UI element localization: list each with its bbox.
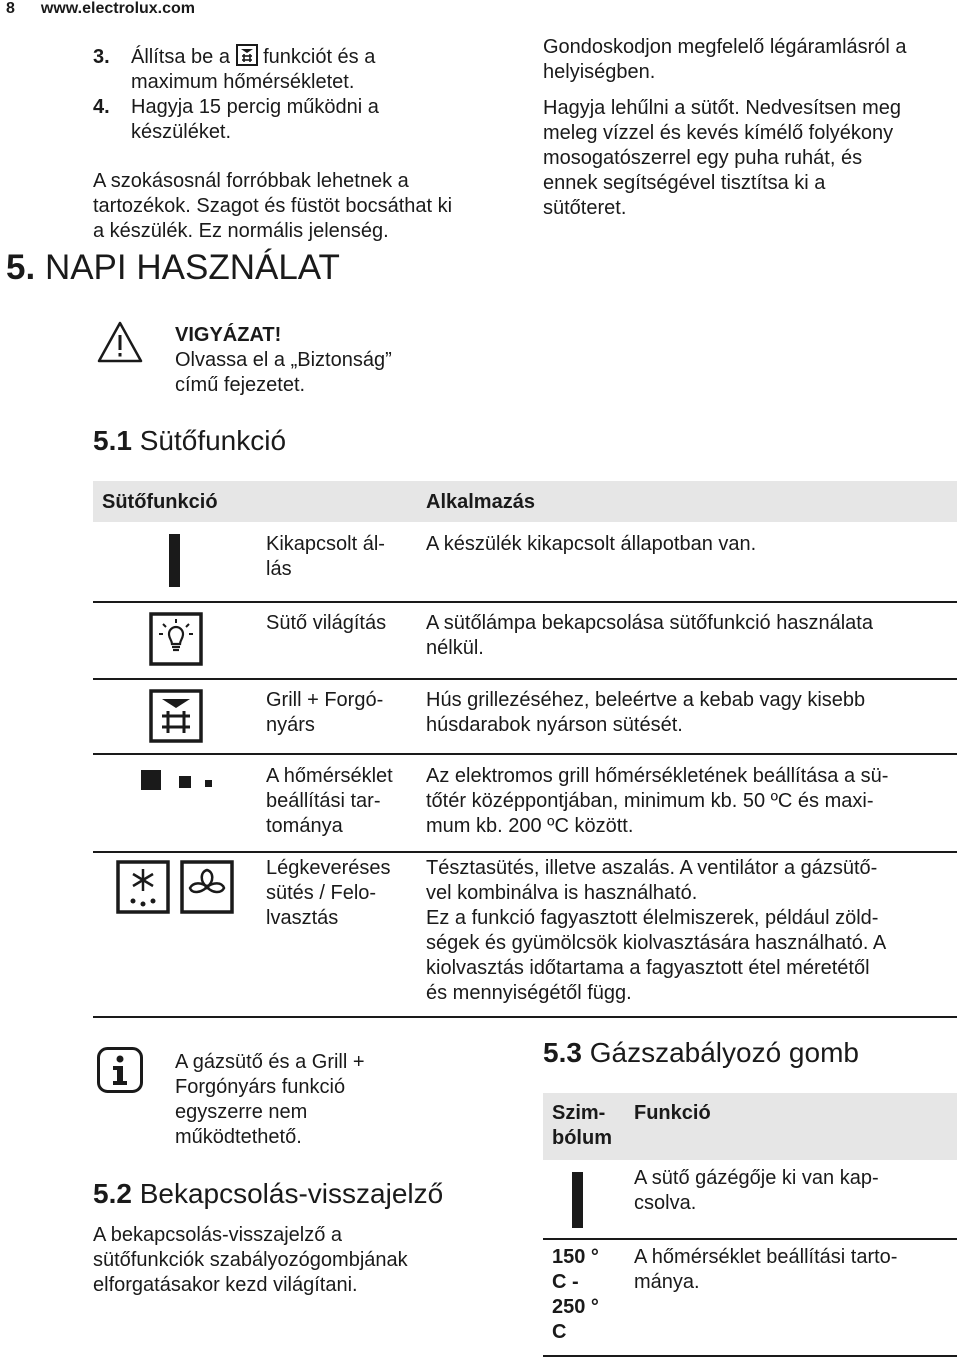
table-row: Légkeveréses sütés / Felo- lvasztás Tésztasütés, illetve aszalás. A ventilátor a gázsütő- vel kombinálva is használható. Ez a funkció fagyasztott élelmiszerek, például zöld- ségek és gyümölcsök kiolvasztására használható. A kiolvasztás időtartama a fagyasztott étel méretétől és mennyiségétől függ. bbox=[93, 853, 957, 1018]
col-header-funkcio: Funkció bbox=[634, 1102, 711, 1124]
page-number: 8 bbox=[6, 0, 15, 17]
grill-rotisserie-icon bbox=[236, 44, 258, 66]
table-row: Grill + Forgó- nyárs Hús grillezéséhez, beleértve a kebab vagy kisebb húsdarabok nyárson sütését. bbox=[93, 680, 957, 755]
step-4: 4. Hagyja 15 percig működni a bbox=[93, 96, 379, 118]
section-heading-5: 5. NAPI HASZNÁLAT bbox=[6, 248, 340, 287]
col-header-symbol: Szim- bólum bbox=[552, 1102, 612, 1149]
section-heading-5-1: 5.1 Sütőfunkció bbox=[93, 425, 287, 456]
oven-table-header bbox=[93, 481, 957, 522]
defrost-fan-icon bbox=[116, 860, 236, 919]
temperature-range-icon bbox=[141, 768, 221, 797]
table-row: A hőmérséklet beállítási tar- tománya Az elektromos grill hőmérsékletének beállítása a sü- tőtér középpontjában, minimum kb. 50 ºC és maxi- mum kb. 200 ºC között. bbox=[93, 755, 957, 853]
info-icon bbox=[97, 1047, 143, 1098]
table-row: A sütő gázégője ki van kap- csolva. bbox=[543, 1160, 957, 1240]
warning-title: VIGYÁZAT! bbox=[175, 324, 282, 346]
grill-rotisserie-icon bbox=[149, 689, 203, 748]
steps-list: 3. Állítsa be a funkciót és a maximum hőmérsékletet. 4. Hagyja 15 percig működni a készüléket. A szokásosnál forróbbak lehetnek a tartozékok. Szagot és füstöt bocsáthat ki a készülék. Ez normális jelenség. bbox=[93, 44, 513, 244]
info-note: A gázsütő és a Grill + Forgónyárs funkció egyszerre nem működtethető. bbox=[175, 1051, 365, 1148]
oven-light-icon bbox=[149, 612, 203, 671]
indicator-text: A bekapcsolás-visszajelző a sütőfunkciók szabályozógombjának elforgatásakor kezd világítani. bbox=[93, 1224, 408, 1296]
section-heading-5-2: 5.2 Bekapcsolás-visszajelző bbox=[93, 1178, 444, 1209]
gas-table-header bbox=[543, 1093, 957, 1160]
site-url[interactable]: www.electrolux.com bbox=[40, 0, 196, 17]
table-row: Kikapcsolt ál- lás A készülék kikapcsolt állapotban van. bbox=[93, 522, 957, 603]
table-row: Sütő világítás A sütőlámpa bekapcsolása sütőfunkció használata nélkül. bbox=[93, 603, 957, 680]
step-3: 3. Állítsa be a funkciót és a bbox=[93, 46, 376, 68]
col-header-function: Sütőfunkció bbox=[102, 491, 218, 513]
section-heading-5-3: 5.3 Gázszabályozó gomb bbox=[543, 1037, 859, 1068]
off-bar-icon bbox=[169, 534, 180, 587]
off-bar-icon bbox=[572, 1172, 583, 1228]
warning-box: VIGYÁZAT! Olvassa el a „Biztonság” című fejezetet. bbox=[175, 323, 475, 398]
col-header-application: Alkalmazás bbox=[426, 491, 535, 513]
warning-triangle-icon bbox=[97, 320, 157, 370]
ventilation-cleaning-text: Gondoskodjon megfelelő légáramlásról a helyiségben. Hagyja lehűlni a sütőt. Nedvesítsen meg meleg vízzel és kevés kímélő folyékony mosogatószerrel egy puha ruhát, és ennek segítségével tisztítsa ki a sütőteret. bbox=[543, 36, 907, 219]
table-row: 150 ° C - 250 ° C A hőmérséklet beállítási tarto- mánya. bbox=[543, 1240, 957, 1357]
temperature-range-symbol: 150 ° C - 250 ° C bbox=[552, 1246, 599, 1343]
page-header bbox=[6, 0, 195, 18]
